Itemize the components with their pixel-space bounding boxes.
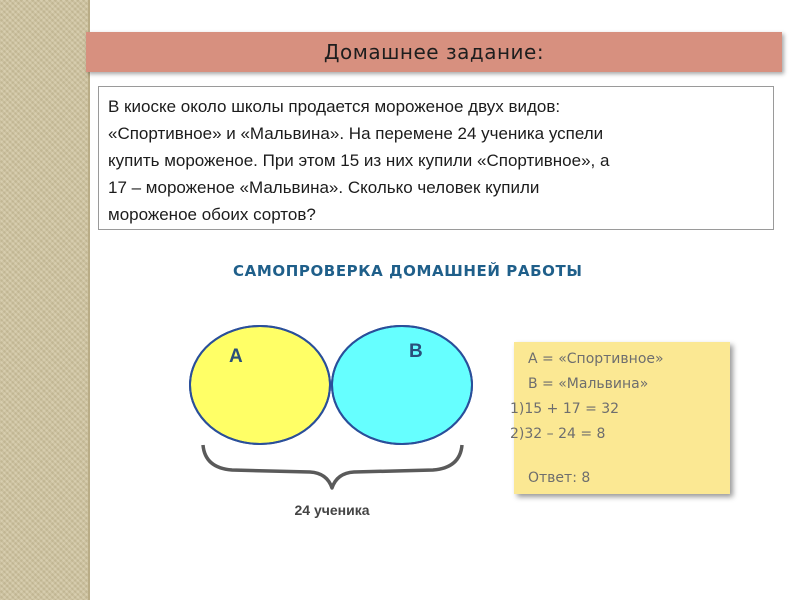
task-text-box: [98, 86, 774, 230]
set-b-label: B: [409, 341, 423, 362]
slide-title: Домашнее задание:: [323, 40, 545, 64]
answer-result: Ответ: 8: [528, 470, 591, 486]
title-bar: [86, 32, 782, 72]
section-subtitle: САМОПРОВЕРКА ДОМАШНЕЙ РАБОТЫ: [233, 262, 583, 280]
answer-step-2: 2)32 – 24 = 8: [510, 426, 606, 442]
answer-line-a: A = «Спортивное»: [528, 351, 664, 367]
answer-step-1: 1)15 + 17 = 32: [510, 401, 620, 417]
task-line: «Спортивное» и «Мальвина». На перемене 24 ученика успели: [108, 124, 604, 143]
task-line: В киоске около школы продается мороженое двух видов:: [108, 97, 561, 116]
task-line: мороженое обоих сортов?: [108, 205, 316, 224]
answer-line-b: B = «Мальвина»: [528, 376, 649, 392]
brace-shape: [203, 445, 462, 488]
task-line: купить мороженое. При этом 15 из них купили «Спортивное», а: [108, 151, 610, 170]
set-a-label: A: [229, 346, 243, 367]
answer-box: [510, 342, 730, 494]
task-line: 17 – мороженое «Мальвина». Сколько человек купили: [108, 178, 540, 197]
decorative-side-strip: [0, 0, 90, 600]
venn-diagram: [180, 320, 480, 530]
brace-label: 24 ученика: [294, 502, 370, 518]
